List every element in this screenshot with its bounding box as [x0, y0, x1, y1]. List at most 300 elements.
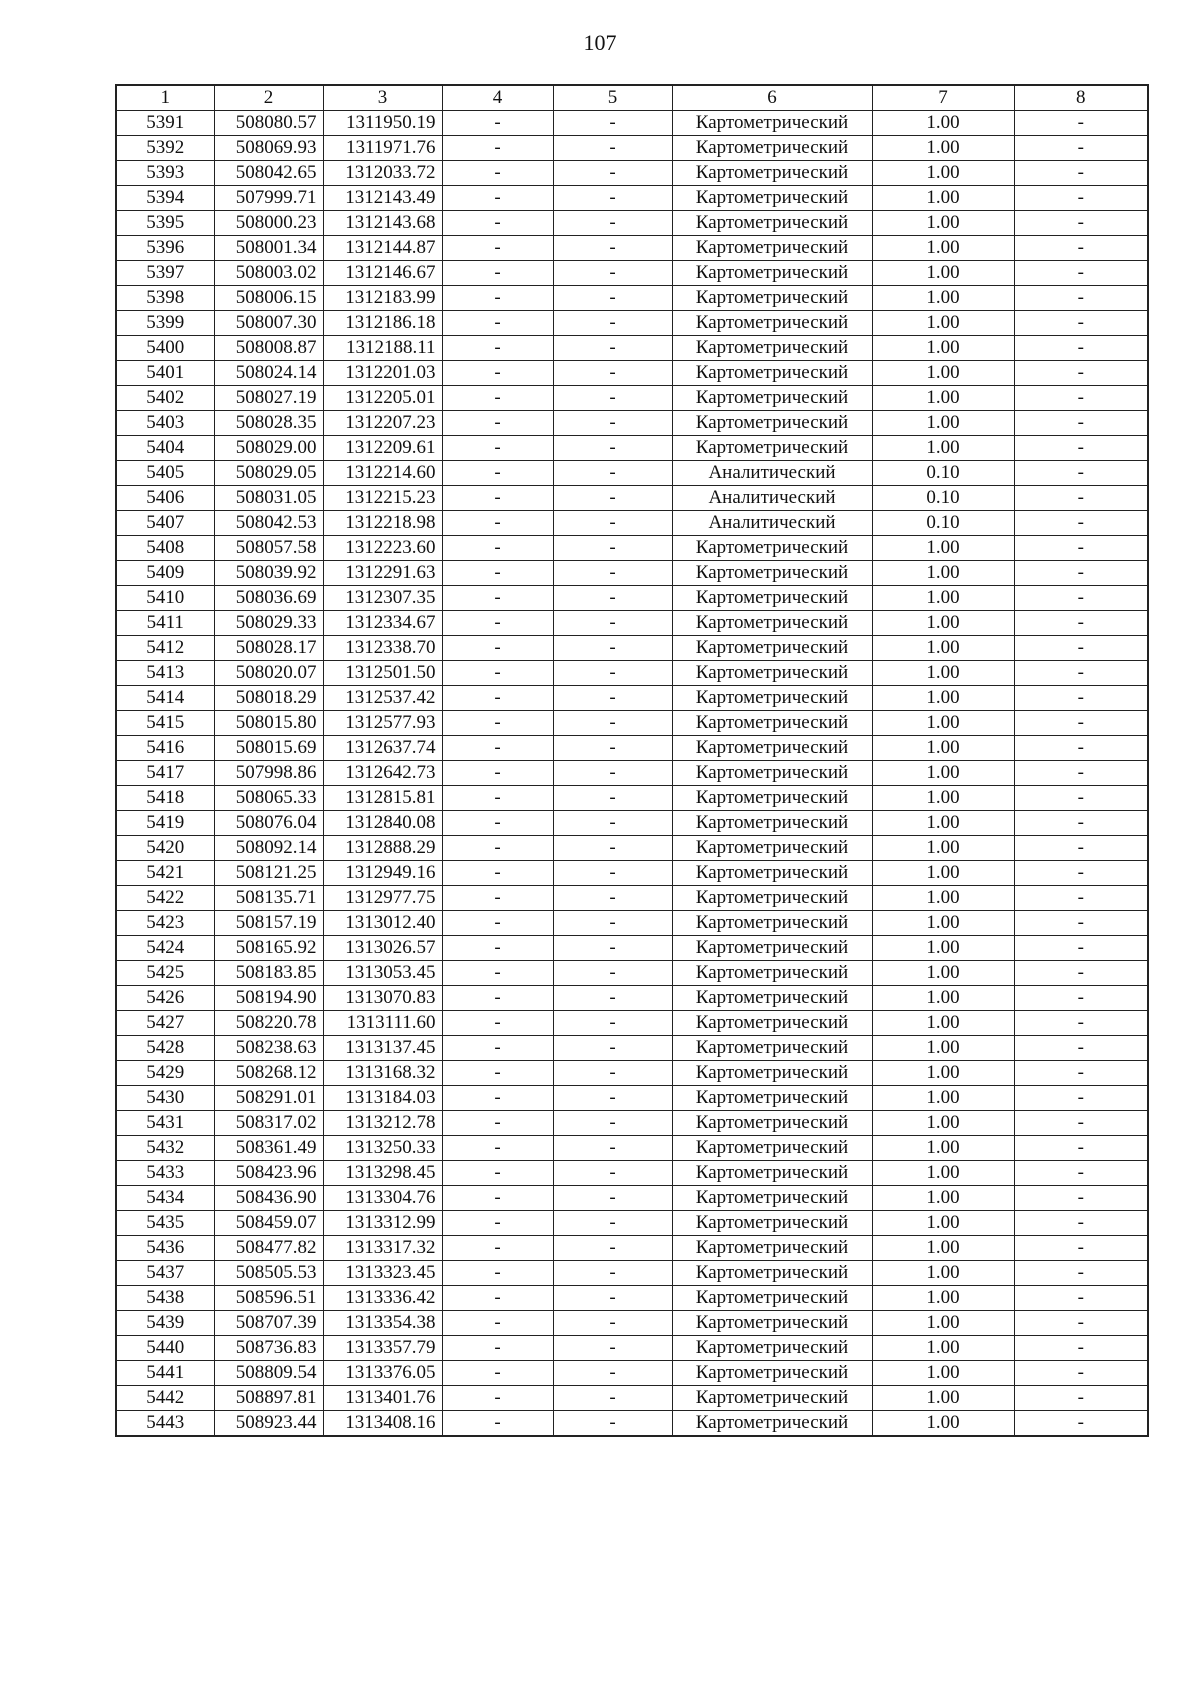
column-header-8: 8	[1014, 85, 1148, 111]
cell-col-5: -	[553, 1411, 672, 1437]
cell-method: Аналитический	[672, 511, 872, 536]
table-row	[116, 711, 1148, 736]
cell-accuracy: 1.00	[872, 286, 1014, 311]
table-row	[116, 1161, 1148, 1186]
cell-col-5: -	[553, 736, 672, 761]
cell-col-5: -	[553, 236, 672, 261]
cell-col-5: -	[553, 636, 672, 661]
cell-col-8: -	[1014, 961, 1148, 986]
cell-accuracy: 1.00	[872, 411, 1014, 436]
cell-point-number: 5416	[116, 736, 214, 761]
cell-y-coordinate: 1313168.32	[323, 1061, 442, 1086]
cell-col-4: -	[442, 936, 553, 961]
cell-point-number: 5403	[116, 411, 214, 436]
cell-x-coordinate: 508003.02	[214, 261, 323, 286]
cell-col-4: -	[442, 511, 553, 536]
cell-col-5: -	[553, 661, 672, 686]
table-row	[116, 611, 1148, 636]
cell-y-coordinate: 1312642.73	[323, 761, 442, 786]
cell-col-4: -	[442, 1136, 553, 1161]
cell-col-8: -	[1014, 1361, 1148, 1386]
cell-y-coordinate: 1313408.16	[323, 1411, 442, 1437]
table-row	[116, 561, 1148, 586]
cell-point-number: 5410	[116, 586, 214, 611]
cell-col-8: -	[1014, 1061, 1148, 1086]
cell-y-coordinate: 1313111.60	[323, 1011, 442, 1036]
cell-point-number: 5439	[116, 1311, 214, 1336]
cell-x-coordinate: 508707.39	[214, 1311, 323, 1336]
cell-method: Картометрический	[672, 1086, 872, 1111]
cell-y-coordinate: 1313401.76	[323, 1386, 442, 1411]
cell-col-8: -	[1014, 686, 1148, 711]
cell-col-4: -	[442, 186, 553, 211]
cell-accuracy: 1.00	[872, 111, 1014, 136]
cell-point-number: 5434	[116, 1186, 214, 1211]
cell-y-coordinate: 1313317.32	[323, 1236, 442, 1261]
cell-y-coordinate: 1312977.75	[323, 886, 442, 911]
table-row	[116, 1136, 1148, 1161]
cell-method: Картометрический	[672, 161, 872, 186]
table-row	[116, 961, 1148, 986]
cell-col-4: -	[442, 586, 553, 611]
cell-col-4: -	[442, 161, 553, 186]
cell-col-8: -	[1014, 286, 1148, 311]
cell-col-8: -	[1014, 1111, 1148, 1136]
cell-col-5: -	[553, 261, 672, 286]
cell-accuracy: 1.00	[872, 811, 1014, 836]
cell-method: Картометрический	[672, 1261, 872, 1286]
cell-col-4: -	[442, 1361, 553, 1386]
cell-x-coordinate: 508923.44	[214, 1411, 323, 1437]
cell-accuracy: 1.00	[872, 861, 1014, 886]
cell-accuracy: 1.00	[872, 1286, 1014, 1311]
cell-x-coordinate: 508042.53	[214, 511, 323, 536]
cell-col-8: -	[1014, 736, 1148, 761]
cell-accuracy: 1.00	[872, 761, 1014, 786]
cell-y-coordinate: 1312815.81	[323, 786, 442, 811]
cell-point-number: 5406	[116, 486, 214, 511]
cell-accuracy: 1.00	[872, 386, 1014, 411]
cell-point-number: 5441	[116, 1361, 214, 1386]
cell-accuracy: 0.10	[872, 486, 1014, 511]
cell-method: Картометрический	[672, 761, 872, 786]
table-row	[116, 911, 1148, 936]
cell-method: Картометрический	[672, 211, 872, 236]
table-row	[116, 236, 1148, 261]
cell-method: Картометрический	[672, 1136, 872, 1161]
cell-y-coordinate: 1313298.45	[323, 1161, 442, 1186]
table-row	[116, 1111, 1148, 1136]
cell-col-5: -	[553, 461, 672, 486]
table-row	[116, 486, 1148, 511]
cell-point-number: 5415	[116, 711, 214, 736]
cell-point-number: 5414	[116, 686, 214, 711]
cell-col-8: -	[1014, 1136, 1148, 1161]
cell-y-coordinate: 1312143.49	[323, 186, 442, 211]
cell-x-coordinate: 508317.02	[214, 1111, 323, 1136]
cell-col-4: -	[442, 636, 553, 661]
cell-col-5: -	[553, 1386, 672, 1411]
cell-y-coordinate: 1313250.33	[323, 1136, 442, 1161]
table-row	[116, 411, 1148, 436]
cell-y-coordinate: 1312207.23	[323, 411, 442, 436]
cell-col-8: -	[1014, 936, 1148, 961]
cell-col-8: -	[1014, 986, 1148, 1011]
cell-col-5: -	[553, 586, 672, 611]
column-header-2: 2	[214, 85, 323, 111]
coordinates-table	[115, 84, 1149, 1437]
cell-col-8: -	[1014, 761, 1148, 786]
cell-col-4: -	[442, 961, 553, 986]
table-row	[116, 886, 1148, 911]
table-row	[116, 386, 1148, 411]
cell-method: Картометрический	[672, 561, 872, 586]
cell-point-number: 5402	[116, 386, 214, 411]
cell-col-8: -	[1014, 436, 1148, 461]
cell-point-number: 5436	[116, 1236, 214, 1261]
cell-point-number: 5398	[116, 286, 214, 311]
cell-point-number: 5408	[116, 536, 214, 561]
column-header-7: 7	[872, 85, 1014, 111]
cell-accuracy: 1.00	[872, 1236, 1014, 1261]
cell-point-number: 5405	[116, 461, 214, 486]
cell-col-4: -	[442, 761, 553, 786]
table-row	[116, 1011, 1148, 1036]
column-header-6: 6	[672, 85, 872, 111]
cell-point-number: 5404	[116, 436, 214, 461]
table-row	[116, 661, 1148, 686]
cell-point-number: 5442	[116, 1386, 214, 1411]
cell-method: Картометрический	[672, 236, 872, 261]
cell-point-number: 5443	[116, 1411, 214, 1437]
cell-point-number: 5399	[116, 311, 214, 336]
cell-col-5: -	[553, 1211, 672, 1236]
cell-x-coordinate: 508736.83	[214, 1336, 323, 1361]
cell-method: Картометрический	[672, 1286, 872, 1311]
cell-col-5: -	[553, 1311, 672, 1336]
cell-x-coordinate: 508027.19	[214, 386, 323, 411]
cell-point-number: 5424	[116, 936, 214, 961]
cell-col-4: -	[442, 1111, 553, 1136]
cell-y-coordinate: 1312186.18	[323, 311, 442, 336]
cell-method: Картометрический	[672, 136, 872, 161]
cell-y-coordinate: 1312188.11	[323, 336, 442, 361]
cell-y-coordinate: 1312888.29	[323, 836, 442, 861]
cell-accuracy: 1.00	[872, 786, 1014, 811]
cell-col-8: -	[1014, 1161, 1148, 1186]
cell-method: Картометрический	[672, 636, 872, 661]
cell-y-coordinate: 1313376.05	[323, 1361, 442, 1386]
cell-col-8: -	[1014, 336, 1148, 361]
cell-point-number: 5430	[116, 1086, 214, 1111]
cell-col-4: -	[442, 1036, 553, 1061]
cell-col-8: -	[1014, 386, 1148, 411]
table-row	[116, 1286, 1148, 1311]
cell-x-coordinate: 508165.92	[214, 936, 323, 961]
cell-y-coordinate: 1312215.23	[323, 486, 442, 511]
cell-method: Картометрический	[672, 1386, 872, 1411]
cell-method: Картометрический	[672, 1161, 872, 1186]
cell-x-coordinate: 508020.07	[214, 661, 323, 686]
cell-y-coordinate: 1313357.79	[323, 1336, 442, 1361]
cell-col-8: -	[1014, 1036, 1148, 1061]
cell-col-8: -	[1014, 911, 1148, 936]
cell-x-coordinate: 508121.25	[214, 861, 323, 886]
cell-accuracy: 1.00	[872, 436, 1014, 461]
cell-accuracy: 1.00	[872, 186, 1014, 211]
table-row	[116, 811, 1148, 836]
cell-col-8: -	[1014, 1236, 1148, 1261]
cell-method: Картометрический	[672, 336, 872, 361]
cell-y-coordinate: 1312144.87	[323, 236, 442, 261]
cell-x-coordinate: 508809.54	[214, 1361, 323, 1386]
cell-col-4: -	[442, 211, 553, 236]
cell-method: Картометрический	[672, 836, 872, 861]
cell-col-4: -	[442, 111, 553, 136]
cell-col-8: -	[1014, 1336, 1148, 1361]
cell-point-number: 5435	[116, 1211, 214, 1236]
cell-point-number: 5417	[116, 761, 214, 786]
cell-col-4: -	[442, 1261, 553, 1286]
cell-accuracy: 0.10	[872, 461, 1014, 486]
table-row	[116, 336, 1148, 361]
cell-col-5: -	[553, 1186, 672, 1211]
cell-accuracy: 1.00	[872, 1111, 1014, 1136]
cell-method: Картометрический	[672, 586, 872, 611]
cell-col-4: -	[442, 1236, 553, 1261]
cell-point-number: 5428	[116, 1036, 214, 1061]
cell-x-coordinate: 508596.51	[214, 1286, 323, 1311]
cell-point-number: 5433	[116, 1161, 214, 1186]
table-row	[116, 936, 1148, 961]
cell-col-8: -	[1014, 1311, 1148, 1336]
cell-point-number: 5432	[116, 1136, 214, 1161]
cell-x-coordinate: 508157.19	[214, 911, 323, 936]
cell-x-coordinate: 508057.58	[214, 536, 323, 561]
cell-col-8: -	[1014, 511, 1148, 536]
cell-x-coordinate: 508194.90	[214, 986, 323, 1011]
cell-col-4: -	[442, 661, 553, 686]
cell-col-4: -	[442, 461, 553, 486]
cell-x-coordinate: 508436.90	[214, 1186, 323, 1211]
cell-x-coordinate: 508291.01	[214, 1086, 323, 1111]
cell-col-5: -	[553, 211, 672, 236]
cell-x-coordinate: 508361.49	[214, 1136, 323, 1161]
cell-col-5: -	[553, 886, 672, 911]
cell-point-number: 5394	[116, 186, 214, 211]
cell-col-4: -	[442, 336, 553, 361]
column-header-5: 5	[553, 85, 672, 111]
cell-accuracy: 1.00	[872, 1136, 1014, 1161]
cell-col-4: -	[442, 236, 553, 261]
cell-method: Картометрический	[672, 361, 872, 386]
cell-accuracy: 1.00	[872, 886, 1014, 911]
cell-col-8: -	[1014, 711, 1148, 736]
cell-col-8: -	[1014, 1186, 1148, 1211]
cell-method: Картометрический	[672, 936, 872, 961]
cell-x-coordinate: 508031.05	[214, 486, 323, 511]
cell-method: Картометрический	[672, 711, 872, 736]
cell-col-8: -	[1014, 661, 1148, 686]
cell-col-8: -	[1014, 586, 1148, 611]
cell-x-coordinate: 508024.14	[214, 361, 323, 386]
cell-y-coordinate: 1312338.70	[323, 636, 442, 661]
cell-col-8: -	[1014, 561, 1148, 586]
cell-col-8: -	[1014, 886, 1148, 911]
cell-point-number: 5420	[116, 836, 214, 861]
cell-method: Картометрический	[672, 961, 872, 986]
cell-col-5: -	[553, 1036, 672, 1061]
cell-accuracy: 1.00	[872, 836, 1014, 861]
cell-x-coordinate: 508028.35	[214, 411, 323, 436]
cell-accuracy: 1.00	[872, 586, 1014, 611]
cell-x-coordinate: 508029.00	[214, 436, 323, 461]
cell-col-8: -	[1014, 186, 1148, 211]
table-row	[116, 186, 1148, 211]
cell-y-coordinate: 1312209.61	[323, 436, 442, 461]
cell-y-coordinate: 1313137.45	[323, 1036, 442, 1061]
cell-y-coordinate: 1312949.16	[323, 861, 442, 886]
cell-col-8: -	[1014, 486, 1148, 511]
cell-point-number: 5396	[116, 236, 214, 261]
cell-point-number: 5391	[116, 111, 214, 136]
cell-accuracy: 1.00	[872, 1036, 1014, 1061]
cell-col-5: -	[553, 386, 672, 411]
cell-col-4: -	[442, 1061, 553, 1086]
table-row	[116, 1336, 1148, 1361]
cell-accuracy: 1.00	[872, 1361, 1014, 1386]
cell-y-coordinate: 1312214.60	[323, 461, 442, 486]
cell-col-5: -	[553, 561, 672, 586]
cell-col-8: -	[1014, 636, 1148, 661]
cell-accuracy: 1.00	[872, 1336, 1014, 1361]
cell-col-5: -	[553, 1361, 672, 1386]
column-header-3: 3	[323, 85, 442, 111]
cell-col-5: -	[553, 411, 672, 436]
column-header-4: 4	[442, 85, 553, 111]
cell-method: Картометрический	[672, 1111, 872, 1136]
cell-y-coordinate: 1312205.01	[323, 386, 442, 411]
cell-col-8: -	[1014, 1411, 1148, 1437]
cell-col-4: -	[442, 311, 553, 336]
cell-accuracy: 1.00	[872, 536, 1014, 561]
cell-y-coordinate: 1313336.42	[323, 1286, 442, 1311]
cell-point-number: 5440	[116, 1336, 214, 1361]
cell-col-5: -	[553, 1061, 672, 1086]
table-row	[116, 111, 1148, 136]
cell-x-coordinate: 508029.05	[214, 461, 323, 486]
table-row	[116, 836, 1148, 861]
cell-point-number: 5419	[116, 811, 214, 836]
table-row	[116, 736, 1148, 761]
cell-accuracy: 1.00	[872, 1061, 1014, 1086]
cell-col-5: -	[553, 111, 672, 136]
cell-x-coordinate: 508018.29	[214, 686, 323, 711]
cell-method: Картометрический	[672, 1311, 872, 1336]
cell-col-8: -	[1014, 1011, 1148, 1036]
cell-method: Картометрический	[672, 111, 872, 136]
cell-x-coordinate: 508477.82	[214, 1236, 323, 1261]
cell-method: Картометрический	[672, 1236, 872, 1261]
cell-point-number: 5397	[116, 261, 214, 286]
cell-col-4: -	[442, 1211, 553, 1236]
cell-method: Картометрический	[672, 611, 872, 636]
table-row	[116, 286, 1148, 311]
cell-x-coordinate: 508000.23	[214, 211, 323, 236]
cell-accuracy: 1.00	[872, 361, 1014, 386]
cell-method: Картометрический	[672, 911, 872, 936]
cell-y-coordinate: 1313184.03	[323, 1086, 442, 1111]
cell-point-number: 5411	[116, 611, 214, 636]
cell-point-number: 5400	[116, 336, 214, 361]
cell-col-4: -	[442, 411, 553, 436]
cell-col-8: -	[1014, 836, 1148, 861]
cell-y-coordinate: 1313012.40	[323, 911, 442, 936]
cell-x-coordinate: 507998.86	[214, 761, 323, 786]
cell-col-8: -	[1014, 1286, 1148, 1311]
cell-col-5: -	[553, 1086, 672, 1111]
cell-x-coordinate: 508028.17	[214, 636, 323, 661]
cell-accuracy: 1.00	[872, 1086, 1014, 1111]
cell-col-8: -	[1014, 211, 1148, 236]
cell-col-8: -	[1014, 786, 1148, 811]
table-row	[116, 211, 1148, 236]
cell-col-4: -	[442, 786, 553, 811]
cell-method: Картометрический	[672, 286, 872, 311]
cell-method: Картометрический	[672, 261, 872, 286]
cell-col-5: -	[553, 361, 672, 386]
cell-col-8: -	[1014, 536, 1148, 561]
cell-y-coordinate: 1313323.45	[323, 1261, 442, 1286]
cell-col-4: -	[442, 1311, 553, 1336]
cell-x-coordinate: 508220.78	[214, 1011, 323, 1036]
cell-method: Аналитический	[672, 486, 872, 511]
cell-point-number: 5393	[116, 161, 214, 186]
cell-point-number: 5438	[116, 1286, 214, 1311]
cell-col-4: -	[442, 1386, 553, 1411]
cell-col-4: -	[442, 361, 553, 386]
table-body	[116, 111, 1148, 1437]
cell-point-number: 5423	[116, 911, 214, 936]
cell-method: Картометрический	[672, 436, 872, 461]
cell-method: Картометрический	[672, 1336, 872, 1361]
cell-y-coordinate: 1312143.68	[323, 211, 442, 236]
cell-accuracy: 1.00	[872, 311, 1014, 336]
cell-col-5: -	[553, 1336, 672, 1361]
cell-x-coordinate: 507999.71	[214, 186, 323, 211]
cell-col-5: -	[553, 811, 672, 836]
cell-accuracy: 1.00	[872, 211, 1014, 236]
cell-col-5: -	[553, 1286, 672, 1311]
cell-method: Картометрический	[672, 736, 872, 761]
cell-x-coordinate: 508015.69	[214, 736, 323, 761]
cell-y-coordinate: 1312223.60	[323, 536, 442, 561]
cell-accuracy: 1.00	[872, 686, 1014, 711]
cell-accuracy: 1.00	[872, 261, 1014, 286]
cell-accuracy: 1.00	[872, 911, 1014, 936]
cell-accuracy: 1.00	[872, 1186, 1014, 1211]
cell-col-4: -	[442, 986, 553, 1011]
table-row	[116, 261, 1148, 286]
cell-method: Картометрический	[672, 186, 872, 211]
cell-x-coordinate: 508080.57	[214, 111, 323, 136]
cell-method: Картометрический	[672, 1361, 872, 1386]
table-row	[116, 1211, 1148, 1236]
cell-method: Аналитический	[672, 461, 872, 486]
cell-method: Картометрический	[672, 1211, 872, 1236]
cell-col-4: -	[442, 611, 553, 636]
cell-col-8: -	[1014, 1386, 1148, 1411]
